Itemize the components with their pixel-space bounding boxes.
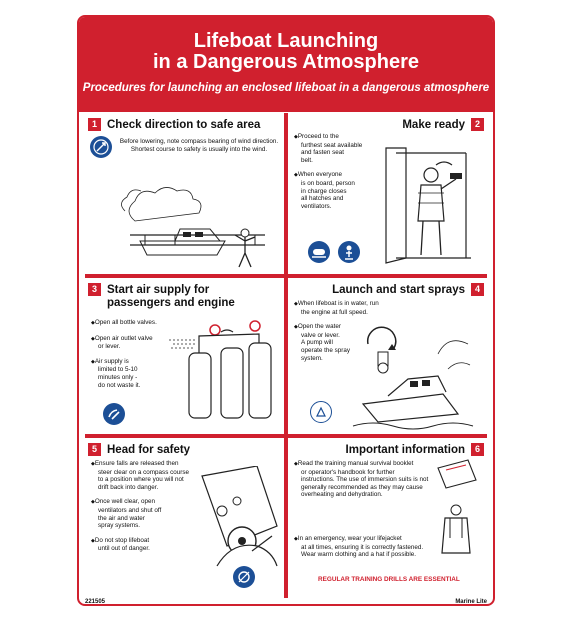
panel-title: Start air supply for passengers and engine <box>107 284 235 309</box>
panel-number: 2 <box>471 118 484 131</box>
poster-title <box>79 31 493 73</box>
compass-icon <box>90 136 112 158</box>
panel-title: Important information <box>345 444 465 456</box>
air-bottles-illustration <box>169 318 284 428</box>
helm-controls-illustration <box>197 466 282 586</box>
panel-title: Check direction to safe area <box>107 119 261 131</box>
safety-poster <box>77 15 495 606</box>
close-hatch-icon <box>338 241 360 263</box>
panel-grid <box>85 113 487 598</box>
spray-icon <box>310 401 332 423</box>
panel-4 <box>288 278 487 434</box>
title-line-1: Lifeboat Launching <box>193 30 379 52</box>
panel-4-text: ◆ When lifeboat is in water, run the engine at full speed. ◆ Open the water valve or lever. A pump will operate the spray system. <box>294 300 414 362</box>
lifeboat-smoke-illustration <box>85 171 284 271</box>
panel-title: Launch and start sprays <box>332 284 465 296</box>
panel-title: Make ready <box>402 119 465 131</box>
panel-1-text: Before lowering, note compass bearing of wind direction. Shortest course to safety is usually into the wind. <box>119 138 279 153</box>
panel-5-text: ◆ Ensure falls are released then steer clear on a compass course to a position where you will not drift back into danger. ◆ Once well clear, open ventilators and shut off the air and water spray systems. ◆ Do not stop lifeboat until out of danger. <box>91 460 201 553</box>
panel-3 <box>85 278 284 434</box>
panel-6 <box>288 438 487 598</box>
panel-number: 5 <box>88 443 101 456</box>
panel-2-text: ◆ Proceed to the furthest seat available and fasten seat belt. ◆ When everyone is on board, person in charge closes all hatches and ventilators. <box>294 133 374 210</box>
lifeboat-sprays-illustration <box>348 314 478 434</box>
closing-hatch-illustration <box>376 143 486 268</box>
brand-name: Marine Lite <box>455 599 487 605</box>
poster-subtitle: Procedures for launching an enclosed lifeboat in a dangerous atmosphere <box>82 82 490 94</box>
panel-title: Head for safety <box>107 444 191 456</box>
valve-hand-icon <box>103 403 125 425</box>
manual-and-lifejacket-illustration <box>428 458 483 558</box>
panel-5 <box>85 438 284 598</box>
panel-1 <box>85 113 284 274</box>
panel-number: 1 <box>88 118 101 131</box>
title-line-2: in a Dangerous Atmosphere <box>153 51 419 73</box>
panel-3-text: ◆ Open all bottle valves. ◆ Open air outlet valve or lever. ◆ Air supply is limited to 5-10 minutes only - do not waste it. <box>91 319 171 389</box>
panel-number: 4 <box>471 283 484 296</box>
panel-number: 3 <box>88 283 101 296</box>
product-code: 221505 <box>85 599 106 605</box>
seat-belt-icon <box>308 241 330 263</box>
panel-2 <box>288 113 487 274</box>
panel-number: 6 <box>471 443 484 456</box>
panel-6-text: ◆ Read the training manual survival booklet or operator's handbook for further instructions. The use of immersion suits is not generally recommended as they may cause overheating and dehydration. ◆ In an emergency, wear your lifejacket at all times, ensuring it is correctly fastened. Wear warm clothing and a hat if possible. <box>294 460 439 559</box>
header-banner <box>79 17 493 112</box>
drill-note: REGULAR TRAINING DRILLS ARE ESSENTIAL <box>318 576 460 583</box>
